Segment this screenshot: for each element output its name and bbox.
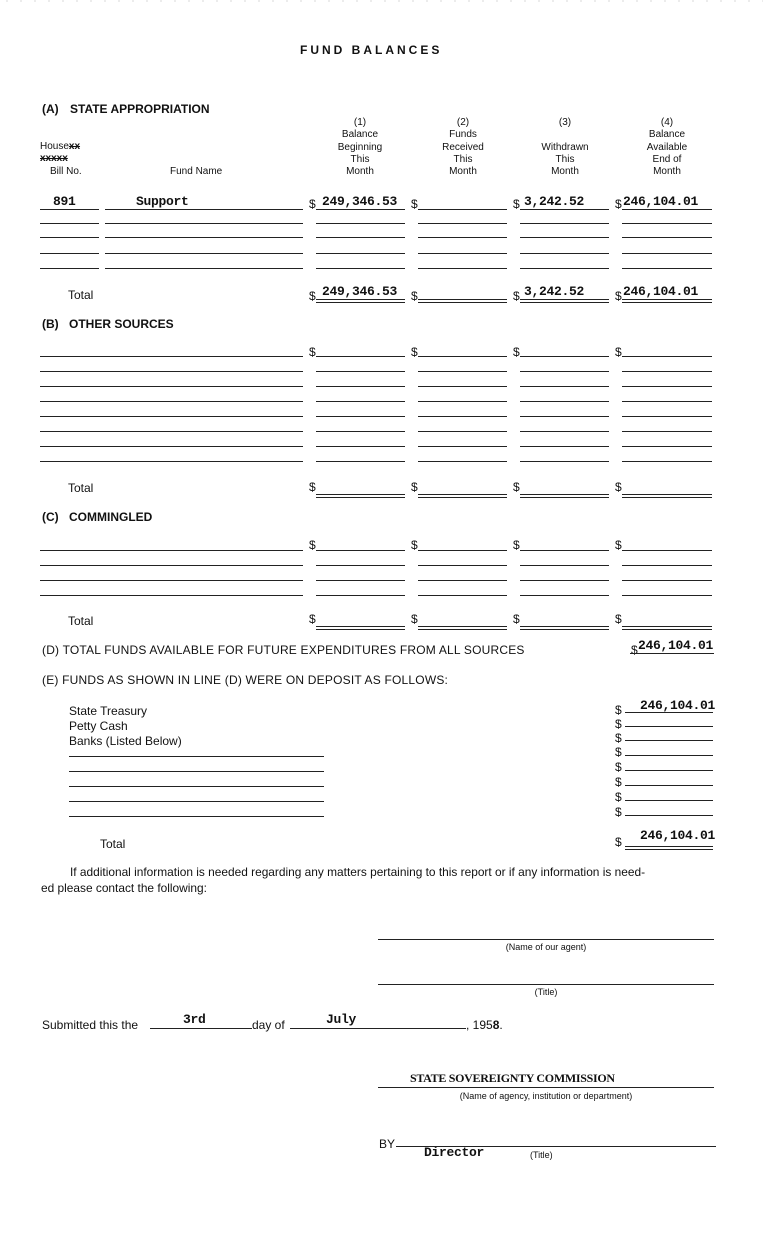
rule-line xyxy=(40,580,303,581)
rule-line xyxy=(520,371,609,372)
dollar-sign: $ xyxy=(615,480,622,494)
double-rule-line xyxy=(316,494,405,498)
rule-line xyxy=(418,237,507,238)
rule-line xyxy=(418,401,507,402)
dollar-sign: $ xyxy=(615,612,622,626)
dollar-sign: $ xyxy=(309,612,316,626)
rule-line xyxy=(622,209,712,210)
rule-line xyxy=(418,595,507,596)
dollar-sign: $ xyxy=(615,760,622,774)
dollar-sign: $ xyxy=(615,345,622,359)
double-rule-line xyxy=(316,626,405,630)
dollar-sign: $ xyxy=(615,790,622,804)
rule-line xyxy=(40,416,303,417)
state-treasury-amount: 246,104.01 xyxy=(640,698,716,713)
dollar-sign: $ xyxy=(615,745,622,759)
rule-line xyxy=(378,939,714,940)
rule-line xyxy=(316,565,405,566)
submitted-prefix: Submitted this the xyxy=(42,1018,139,1032)
rule-line xyxy=(520,209,609,210)
rule-line xyxy=(316,237,405,238)
rule-line xyxy=(40,565,303,566)
dollar-sign: $ xyxy=(411,345,418,359)
double-rule-line xyxy=(622,494,712,498)
dollar-sign: $ xyxy=(513,480,520,494)
col-4-header: (4) Balance Available End of Month xyxy=(646,117,688,178)
rule-line xyxy=(520,580,609,581)
rule-line xyxy=(105,268,303,269)
dollar-sign: $ xyxy=(615,197,622,211)
fund-name-value: Support xyxy=(136,194,189,209)
rule-line xyxy=(316,550,405,551)
balance-beginning-value: 249,346.53 xyxy=(322,194,398,209)
submitted-day: 3rd xyxy=(183,1012,206,1027)
rule-line xyxy=(520,401,609,402)
rule-line xyxy=(40,356,303,357)
rule-line xyxy=(418,580,507,581)
rule-line xyxy=(105,223,303,224)
rule-line xyxy=(378,1087,714,1088)
col-2-header: (2) Funds Received This Month xyxy=(442,117,484,178)
rule-line xyxy=(316,595,405,596)
dollar-sign: $ xyxy=(309,289,316,303)
rule-line xyxy=(630,653,714,654)
dollar-sign: $ xyxy=(309,345,316,359)
rule-line xyxy=(622,237,712,238)
rule-line xyxy=(622,386,712,387)
dollar-sign: $ xyxy=(631,643,638,657)
col-house: Housexx xxxxx Bill No. xyxy=(40,141,82,177)
rule-line xyxy=(418,268,507,269)
dollar-sign: $ xyxy=(615,805,622,819)
section-c-total-label: Total xyxy=(68,614,94,628)
rule-line xyxy=(418,550,507,551)
rule-line xyxy=(520,237,609,238)
rule-line xyxy=(622,461,712,462)
rule-line xyxy=(625,800,713,801)
section-a-total-label: Total xyxy=(68,288,94,302)
rule-line xyxy=(40,461,303,462)
rule-line xyxy=(316,416,405,417)
rule-line xyxy=(40,209,99,210)
deposit-total-label: Total xyxy=(100,837,126,851)
double-rule-line xyxy=(520,626,609,630)
rule-line xyxy=(418,446,507,447)
double-rule-line xyxy=(418,626,507,630)
rule-line xyxy=(520,356,609,357)
rule-line xyxy=(316,401,405,402)
dollar-sign: $ xyxy=(615,703,622,717)
dollar-sign: $ xyxy=(615,775,622,789)
rule-line xyxy=(622,446,712,447)
rule-line xyxy=(418,386,507,387)
signer-title: Director xyxy=(424,1145,485,1160)
rule-line xyxy=(316,386,405,387)
rule-line xyxy=(316,371,405,372)
section-a-title: STATE APPROPRIATION xyxy=(70,102,210,116)
rule-line xyxy=(625,726,713,727)
rule-line xyxy=(520,253,609,254)
line-d-amount: 246,104.01 xyxy=(638,638,714,653)
dollar-sign: $ xyxy=(513,538,520,552)
rule-line xyxy=(69,771,324,772)
rule-line xyxy=(622,223,712,224)
signer-title-caption: (Title) xyxy=(530,1150,553,1160)
line-d-text: (D) TOTAL FUNDS AVAILABLE FOR FUTURE EXPENDITURES FROM ALL SOURCES xyxy=(42,643,525,657)
rule-line xyxy=(622,580,712,581)
rule-line xyxy=(622,595,712,596)
rule-line xyxy=(40,446,303,447)
rule-line xyxy=(40,237,99,238)
rule-line xyxy=(622,550,712,551)
rule-line xyxy=(418,431,507,432)
dollar-sign: $ xyxy=(615,289,622,303)
rule-line xyxy=(418,371,507,372)
rule-line xyxy=(40,401,303,402)
rule-line xyxy=(520,446,609,447)
rule-line xyxy=(316,268,405,269)
rule-line xyxy=(396,1146,716,1147)
rule-line xyxy=(40,386,303,387)
rule-line xyxy=(40,223,99,224)
rule-line xyxy=(520,386,609,387)
total-balance-end: 246,104.01 xyxy=(623,284,699,299)
dollar-sign: $ xyxy=(513,197,520,211)
double-rule-line xyxy=(622,299,712,303)
rule-line xyxy=(69,816,324,817)
rule-line xyxy=(622,371,712,372)
page-title: FUND BALANCES xyxy=(300,43,443,57)
dollar-sign: $ xyxy=(615,731,622,745)
rule-line xyxy=(625,815,713,816)
rule-line xyxy=(40,550,303,551)
rule-line xyxy=(316,446,405,447)
rule-line xyxy=(520,595,609,596)
rule-line xyxy=(622,356,712,357)
section-b-title: OTHER SOURCES xyxy=(69,317,174,331)
double-rule-line xyxy=(625,846,713,850)
dollar-sign: $ xyxy=(309,197,316,211)
rule-line xyxy=(316,223,405,224)
rule-line xyxy=(520,416,609,417)
contact-line-2: ed please contact the following: xyxy=(41,881,207,895)
rule-line xyxy=(622,401,712,402)
agency-name: STATE SOVEREIGNTY COMMISSION xyxy=(410,1071,615,1085)
rule-line xyxy=(622,416,712,417)
section-b-total-label: Total xyxy=(68,481,94,495)
state-treasury-label: State Treasury xyxy=(69,704,148,718)
dollar-sign: $ xyxy=(309,480,316,494)
banks-label: Banks (Listed Below) xyxy=(69,734,182,748)
col-fund-name: Fund Name xyxy=(170,166,223,177)
rule-line xyxy=(625,755,713,756)
rule-line xyxy=(40,431,303,432)
balance-end-value: 246,104.01 xyxy=(623,194,699,209)
dollar-sign: $ xyxy=(411,612,418,626)
rule-line xyxy=(40,595,303,596)
double-rule-line xyxy=(520,299,609,303)
total-balance-beginning: 249,346.53 xyxy=(322,284,398,299)
bill-no-value: 891 xyxy=(53,194,76,209)
rule-line xyxy=(622,268,712,269)
dollar-sign: $ xyxy=(411,538,418,552)
agent-name-caption: (Name of our agent) xyxy=(505,942,587,952)
rule-line xyxy=(520,565,609,566)
rule-line xyxy=(40,268,99,269)
agent-title-caption: (Title) xyxy=(534,987,558,997)
rule-line xyxy=(418,565,507,566)
rule-line xyxy=(418,223,507,224)
dollar-sign: $ xyxy=(615,538,622,552)
dollar-sign: $ xyxy=(411,289,418,303)
double-rule-line xyxy=(520,494,609,498)
petty-cash-label: Petty Cash xyxy=(69,719,128,733)
rule-line xyxy=(622,253,712,254)
section-b-label: (B) xyxy=(42,317,59,331)
rule-line xyxy=(105,253,303,254)
rule-line xyxy=(105,237,303,238)
dollar-sign: $ xyxy=(615,717,622,731)
rule-line xyxy=(418,461,507,462)
total-withdrawn: 3,242.52 xyxy=(524,284,585,299)
rule-line xyxy=(418,356,507,357)
by-label: BY xyxy=(379,1137,396,1151)
rule-line xyxy=(316,431,405,432)
section-c-title: COMMINGLED xyxy=(69,510,153,524)
rule-line xyxy=(625,740,713,741)
dollar-sign: $ xyxy=(615,835,622,849)
rule-line xyxy=(625,770,713,771)
rule-line xyxy=(622,431,712,432)
rule-line xyxy=(69,801,324,802)
withdrawn-value: 3,242.52 xyxy=(524,194,585,209)
rule-line xyxy=(290,1028,466,1029)
submitted-month: July xyxy=(326,1012,357,1027)
double-rule-line xyxy=(316,299,405,303)
top-perforation xyxy=(0,0,763,2)
dollar-sign: $ xyxy=(411,480,418,494)
submitted-year: , 1958. xyxy=(466,1018,503,1032)
rule-line xyxy=(40,253,99,254)
rule-line xyxy=(520,223,609,224)
rule-line xyxy=(418,416,507,417)
rule-line xyxy=(378,984,714,985)
rule-line xyxy=(316,356,405,357)
double-rule-line xyxy=(418,494,507,498)
double-rule-line xyxy=(418,299,507,303)
agency-caption: (Name of agency, institution or department) xyxy=(459,1091,633,1101)
rule-line xyxy=(316,253,405,254)
rule-line xyxy=(520,461,609,462)
rule-line xyxy=(69,756,324,757)
rule-line xyxy=(520,431,609,432)
rule-line xyxy=(316,580,405,581)
day-of-label: day of xyxy=(252,1018,285,1032)
rule-line xyxy=(625,785,713,786)
rule-line xyxy=(150,1028,252,1029)
dollar-sign: $ xyxy=(513,289,520,303)
deposit-total-amount: 246,104.01 xyxy=(640,828,716,843)
col-1-header: (1) Balance Beginning This Month xyxy=(337,117,383,178)
dollar-sign: $ xyxy=(309,538,316,552)
section-a-label: (A) xyxy=(42,102,59,116)
contact-line-1: If additional information is needed regarding any matters pertaining to this report or if any information is need- xyxy=(70,865,646,879)
col-3-header: (3) Withdrawn This Month xyxy=(541,117,589,178)
double-rule-line xyxy=(622,626,712,630)
rule-line xyxy=(622,565,712,566)
rule-line xyxy=(625,712,713,713)
rule-line xyxy=(40,371,303,372)
rule-line xyxy=(316,209,405,210)
rule-line xyxy=(418,253,507,254)
dollar-sign: $ xyxy=(513,612,520,626)
rule-line xyxy=(316,461,405,462)
dollar-sign: $ xyxy=(513,345,520,359)
rule-line xyxy=(69,786,324,787)
rule-line xyxy=(520,550,609,551)
rule-line xyxy=(105,209,303,210)
rule-line xyxy=(520,268,609,269)
line-e-text: (E) FUNDS AS SHOWN IN LINE (D) WERE ON DEPOSIT AS FOLLOWS: xyxy=(42,673,449,687)
rule-line xyxy=(418,209,507,210)
section-c-label: (C) xyxy=(42,510,59,524)
dollar-sign: $ xyxy=(411,197,418,211)
